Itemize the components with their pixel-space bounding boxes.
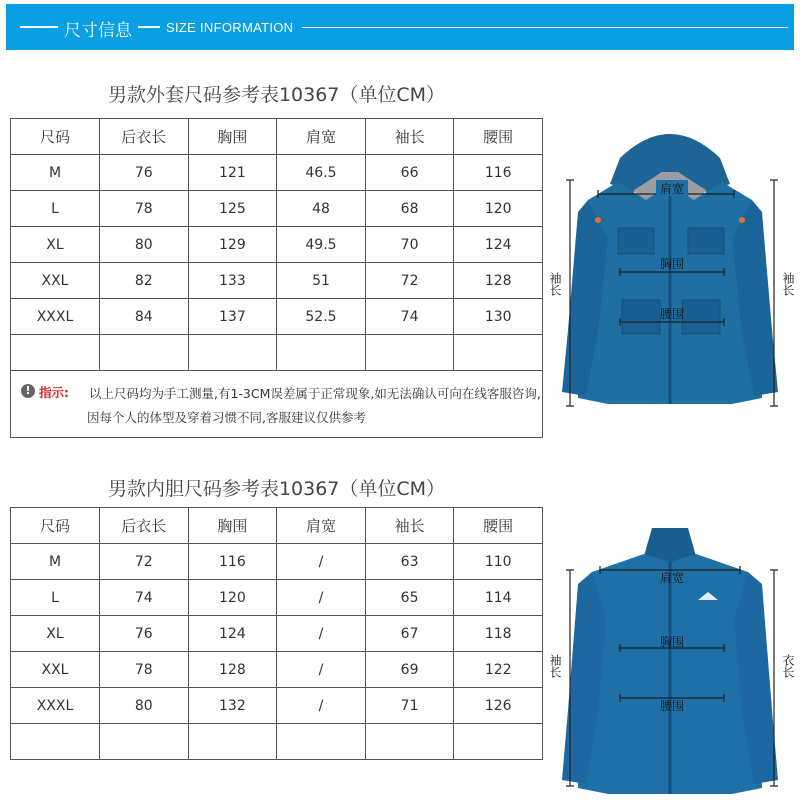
chest-label: 胸围: [659, 257, 685, 271]
header-cell: 后衣长: [100, 119, 189, 155]
inner-fleece-diagram: [548, 520, 798, 800]
table-row: [11, 544, 543, 580]
inner-table-title: 男款内胆尺码参考表10367（单位CM）: [107, 478, 446, 500]
table-cell: 49.5: [277, 227, 366, 263]
table-cell: L: [11, 191, 100, 227]
waist-label: 腰围: [659, 699, 685, 713]
table-row: [11, 580, 543, 616]
table-cell: 74: [365, 299, 454, 335]
length-right-label: 衣长: [781, 654, 795, 678]
table-cell: 110: [454, 544, 543, 580]
table-cell: 114: [454, 580, 543, 616]
table-cell: 118: [454, 616, 543, 652]
table-cell: 72: [365, 263, 454, 299]
table-cell: 76: [100, 155, 189, 191]
table-cell: 46.5: [277, 155, 366, 191]
table-cell: 120: [188, 580, 277, 616]
table-cell: 121: [188, 155, 277, 191]
table-cell: 137: [188, 299, 277, 335]
table-cell: L: [11, 580, 100, 616]
table-row: [11, 616, 543, 652]
table-cell: 80: [100, 227, 189, 263]
table-cell: M: [11, 544, 100, 580]
shoulder-label: 肩宽: [659, 182, 685, 196]
table-row: [11, 688, 543, 724]
table-cell: 122: [454, 652, 543, 688]
note-text-line1: 以上尺码均为手工测量,有1-3CM误差属于正常现象,如无法确认可向在线客服咨询,: [89, 386, 541, 401]
table-cell: /: [277, 688, 366, 724]
table-cell: 52.5: [277, 299, 366, 335]
outer-table-title: 男款外套尺码参考表10367（单位CM）: [107, 84, 446, 106]
table-row: [11, 652, 543, 688]
table-cell: 71: [365, 688, 454, 724]
table-cell: 128: [188, 652, 277, 688]
table-cell: XL: [11, 616, 100, 652]
table-cell: 126: [454, 688, 543, 724]
header-cell: 腰围: [454, 508, 543, 544]
table-cell: 63: [365, 544, 454, 580]
table-cell: 125: [188, 191, 277, 227]
table-cell: XXXL: [11, 299, 100, 335]
header-cell: 袖长: [365, 508, 454, 544]
table-cell: 78: [100, 652, 189, 688]
info-icon: !: [21, 384, 35, 398]
table-cell: 124: [188, 616, 277, 652]
chest-label: 胸围: [659, 635, 685, 649]
chest-pocket-left: [618, 228, 654, 254]
table-cell: /: [277, 652, 366, 688]
table-cell: 66: [365, 155, 454, 191]
shoulder-label: 肩宽: [659, 571, 685, 585]
banner-title-en: SIZE INFORMATION: [166, 20, 294, 35]
table-cell: 70: [365, 227, 454, 263]
outer-size-table: [10, 118, 543, 371]
table-cell: 132: [188, 688, 277, 724]
header-cell: 肩宽: [277, 119, 366, 155]
table-row: [11, 227, 543, 263]
table-cell: XXL: [11, 652, 100, 688]
table-cell: M: [11, 155, 100, 191]
sleeve-left-label: 袖长: [548, 272, 562, 296]
sleeve-right-label: 袖长: [781, 272, 795, 296]
table-cell: 72: [100, 544, 189, 580]
table-cell: 76: [100, 616, 189, 652]
table-cell: 133: [188, 263, 277, 299]
header-cell: 肩宽: [277, 508, 366, 544]
waist-label: 腰围: [659, 307, 685, 321]
table-cell: 74: [100, 580, 189, 616]
table-header-row: [11, 508, 543, 544]
banner-mid-dash: [138, 26, 160, 28]
outer-jacket-diagram: [548, 120, 798, 420]
header-cell: 尺码: [11, 508, 100, 544]
table-cell: 82: [100, 263, 189, 299]
table-row: [11, 191, 543, 227]
table-cell: 129: [188, 227, 277, 263]
banner-rule: [302, 27, 788, 28]
banner-left-dash: [20, 26, 58, 28]
table-cell: 78: [100, 191, 189, 227]
table-row: [11, 299, 543, 335]
section-banner: [6, 4, 794, 50]
chest-pocket-right: [688, 228, 724, 254]
table-cell: 51: [277, 263, 366, 299]
table-header-row: [11, 119, 543, 155]
measurement-note: [10, 370, 543, 438]
lower-pocket-right: [682, 300, 720, 334]
table-cell: XXXL: [11, 688, 100, 724]
banner-title-cn: 尺寸信息: [64, 21, 132, 41]
table-cell: 67: [365, 616, 454, 652]
header-cell: 后衣长: [100, 508, 189, 544]
inner-size-table: [10, 507, 543, 760]
header-cell: 胸围: [188, 508, 277, 544]
sleeve-left-label: 袖长: [548, 654, 562, 678]
lower-pocket-left: [622, 300, 660, 334]
note-text-line2: 因每个人的体型及穿着习惯不同,客服建议仅供参考: [87, 410, 366, 425]
table-cell: XL: [11, 227, 100, 263]
table-cell: /: [277, 544, 366, 580]
table-row: [11, 155, 543, 191]
table-row: [11, 263, 543, 299]
table-cell: XXL: [11, 263, 100, 299]
table-row-empty: [11, 724, 543, 760]
header-cell: 腰围: [454, 119, 543, 155]
table-cell: 84: [100, 299, 189, 335]
table-cell: 130: [454, 299, 543, 335]
header-cell: 胸围: [188, 119, 277, 155]
table-cell: 124: [454, 227, 543, 263]
table-cell: 48: [277, 191, 366, 227]
table-cell: 80: [100, 688, 189, 724]
header-cell: 袖长: [365, 119, 454, 155]
table-cell: /: [277, 580, 366, 616]
table-cell: 116: [454, 155, 543, 191]
table-cell: 69: [365, 652, 454, 688]
table-cell: 120: [454, 191, 543, 227]
table-cell: /: [277, 616, 366, 652]
table-cell: 65: [365, 580, 454, 616]
header-cell: 尺码: [11, 119, 100, 155]
table-row-empty: [11, 335, 543, 371]
note-label: 指示:: [39, 385, 69, 400]
table-cell: 128: [454, 263, 543, 299]
table-cell: 68: [365, 191, 454, 227]
table-cell: 116: [188, 544, 277, 580]
